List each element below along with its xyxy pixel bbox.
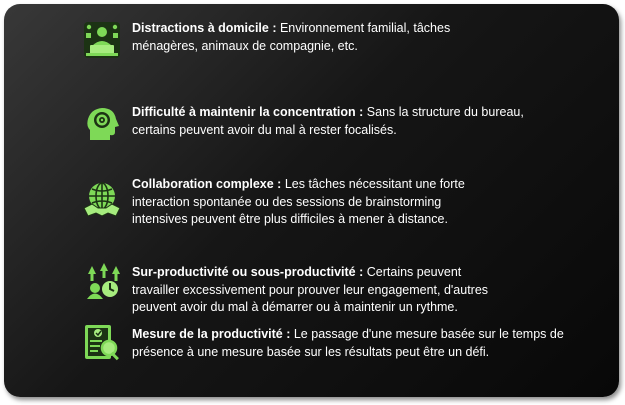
- item-text: [132, 104, 562, 139]
- item-title: Sur-productivité ou sous-productivité :: [132, 265, 364, 279]
- item-description: Le passage d'une mesure basée sur le temps de présence à une mesure basée sur les résultats peut être un défi.: [132, 327, 564, 359]
- item-title: Mesure de la productivité :: [132, 327, 291, 341]
- item-title: Difficulté à maintenir la concentration :: [132, 105, 364, 119]
- remote-worker-icon: [82, 20, 122, 60]
- performance-evaluation-icon: [82, 322, 122, 362]
- item-text: [132, 326, 602, 361]
- productivity-growth-icon: [82, 260, 122, 300]
- item-text: [132, 20, 482, 55]
- item-description: Certains peuvent travailler excessivement pour prouver leur engagement, d'autres peuvent avoir du mal à démarrer ou à maintenir un rythme.: [132, 265, 489, 314]
- item-text: [132, 176, 472, 229]
- item-title: Collaboration complexe :: [132, 177, 282, 191]
- info-card: [4, 4, 619, 397]
- item-description: Sans la structure du bureau, certains peuvent avoir du mal à rester focalisés.: [132, 105, 524, 137]
- item-title: Distractions à domicile :: [132, 21, 277, 35]
- item-description: Les tâches nécessitant une forte interaction spontanée ou des sessions de brainstorming intensives peuvent être plus difficiles à mener à distance.: [132, 177, 465, 226]
- globe-handshake-icon: [82, 180, 122, 220]
- item-text: [132, 264, 502, 317]
- head-target-icon: [82, 104, 122, 144]
- item-description: Environnement familial, tâches ménagères, animaux de compagnie, etc.: [132, 21, 451, 53]
